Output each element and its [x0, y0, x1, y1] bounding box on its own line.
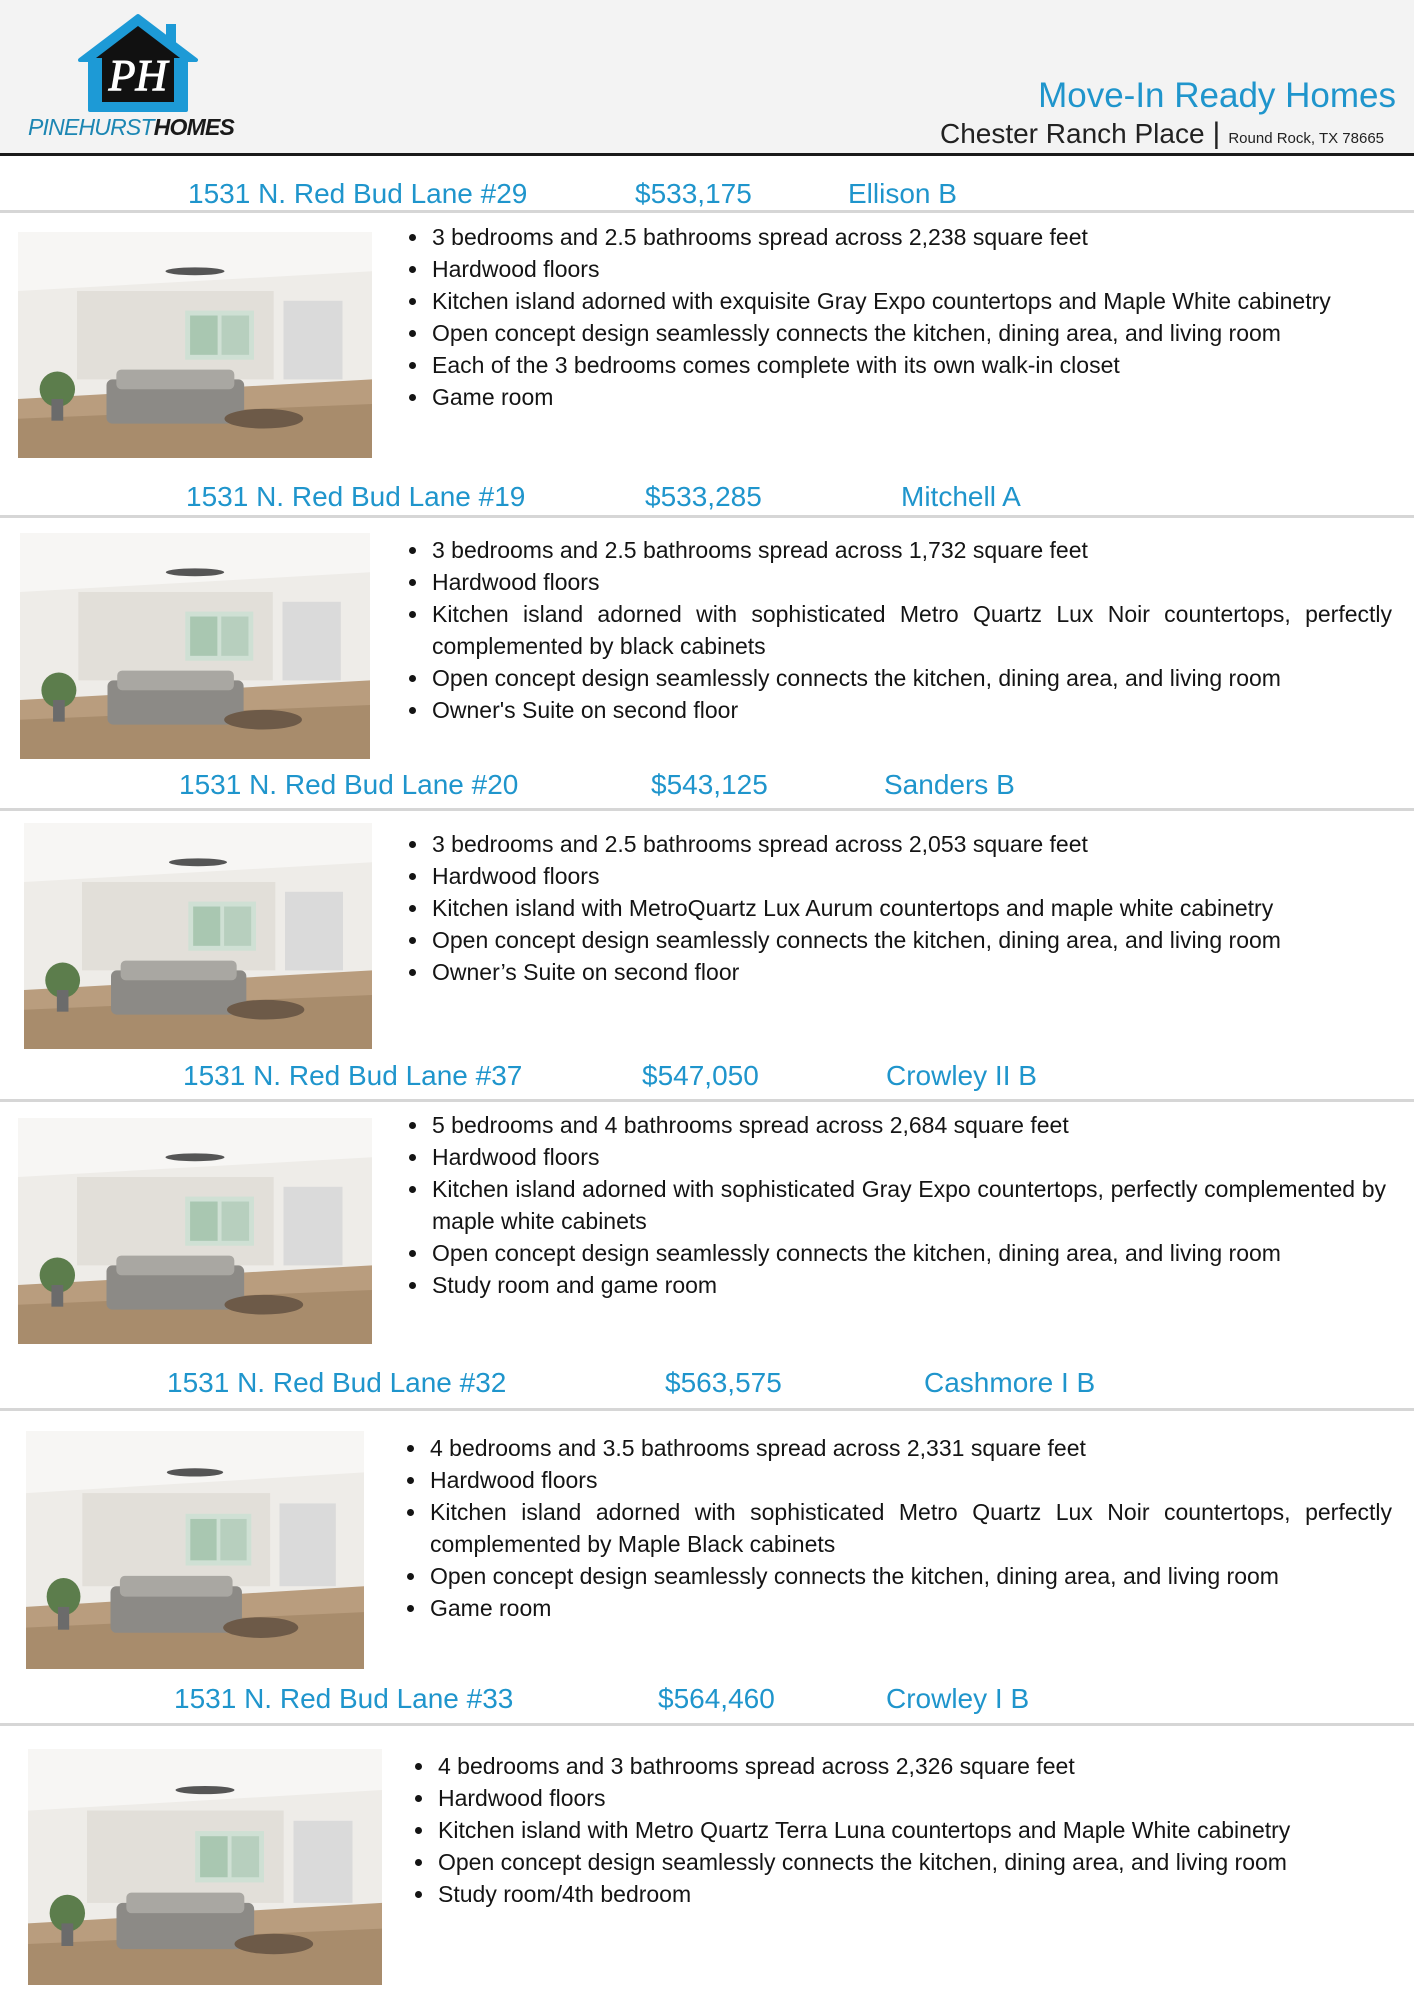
listing-price: $533,175 [635, 178, 752, 209]
feature-item: • 4 bedrooms and 3.5 bathrooms spread across 2,331 square feet [428, 1432, 1392, 1464]
feature-list [406, 1750, 1380, 1910]
svg-text:PH: PH [108, 51, 168, 100]
listing-header [0, 1683, 1414, 1723]
feature-list [400, 828, 1386, 988]
feature-item: • Study room and game room [430, 1269, 1386, 1301]
feature-item: • 3 bedrooms and 2.5 bathrooms spread across 2,238 square feet [430, 221, 1392, 253]
listing-address: 1531 N. Red Bud Lane #19 [186, 481, 526, 512]
listing-address: 1531 N. Red Bud Lane #20 [179, 769, 519, 800]
listing-plan: Mitchell A [901, 481, 1021, 512]
feature-item: • Kitchen island adorned with exquisite Gray Expo countertops and Maple White cabinetry [430, 285, 1392, 317]
listing-plan: Sanders B [884, 769, 1015, 800]
feature-item: • Study room/4th bedroom [436, 1878, 1380, 1910]
feature-item: • Open concept design seamlessly connects the kitchen, dining area, and living room [430, 924, 1386, 956]
feature-item: • Kitchen island adorned with sophisticated Metro Quartz Lux Noir countertops, perfectly complemented by Maple Black cabinets [428, 1496, 1392, 1560]
listing-price: $543,125 [651, 769, 768, 800]
feature-item: • Kitchen island adorned with sophisticated Gray Expo countertops, perfectly complemented by maple white cabinets [430, 1173, 1386, 1237]
feature-item: • Open concept design seamlessly connects the kitchen, dining area, and living room [428, 1560, 1392, 1592]
living-room-photo [18, 1118, 372, 1344]
feature-item: • Open concept design seamlessly connects the kitchen, dining area, and living room [436, 1846, 1380, 1878]
feature-list [400, 534, 1392, 726]
listing-plan: Cashmore I B [924, 1367, 1096, 1398]
feature-item: • Kitchen island adorned with sophisticated Metro Quartz Lux Noir countertops, perfectly complemented by black cabinets [430, 598, 1392, 662]
feature-item: • Hardwood floors [430, 253, 1392, 285]
section-divider [0, 1723, 1414, 1726]
page-header [0, 0, 1414, 156]
living-room-photo [26, 1431, 364, 1669]
feature-item: • Each of the 3 bedrooms comes complete with its own walk-in closet [430, 349, 1392, 381]
listing-address: 1531 N. Red Bud Lane #32 [167, 1367, 507, 1398]
feature-item: • Hardwood floors [430, 860, 1386, 892]
feature-item: • Open concept design seamlessly connects the kitchen, dining area, and living room [430, 662, 1392, 694]
section-divider [0, 1099, 1414, 1102]
listing-price: $533,285 [645, 481, 762, 512]
feature-item: • Owner's Suite on second floor [430, 694, 1392, 726]
feature-item: • Game room [428, 1592, 1392, 1624]
listing-price: $564,460 [658, 1683, 775, 1714]
living-room-photo [18, 232, 372, 458]
feature-item: • 3 bedrooms and 2.5 bathrooms spread across 1,732 square feet [430, 534, 1392, 566]
listing-price: $547,050 [642, 1060, 759, 1091]
community-city: Round Rock, TX 78665 [1228, 130, 1384, 147]
feature-item: • Owner’s Suite on second floor [430, 956, 1386, 988]
listing-plan: Ellison B [848, 178, 957, 209]
listing-header [0, 1367, 1414, 1407]
section-divider [0, 515, 1414, 518]
feature-item: • 3 bedrooms and 2.5 bathrooms spread across 2,053 square feet [430, 828, 1386, 860]
section-divider [0, 808, 1414, 811]
feature-item: • Kitchen island with MetroQuartz Lux Aurum countertops and maple white cabinetry [430, 892, 1386, 924]
page-title: Move-In Ready Homes [1038, 76, 1396, 115]
logo-wordmark: PINEHURSTHOMES [28, 114, 235, 140]
feature-list [398, 1432, 1392, 1624]
listing-plan: Crowley II B [886, 1060, 1037, 1091]
listing-plan: Crowley I B [886, 1683, 1030, 1714]
listing-address: 1531 N. Red Bud Lane #33 [174, 1683, 514, 1714]
feature-item: • Kitchen island with Metro Quartz Terra Luna countertops and Maple White cabinetry [436, 1814, 1380, 1846]
feature-item: • Open concept design seamlessly connects the kitchen, dining area, and living room [430, 1237, 1386, 1269]
feature-item: • Hardwood floors [430, 1141, 1386, 1173]
listing-address: 1531 N. Red Bud Lane #29 [188, 178, 528, 209]
feature-item: • Game room [430, 381, 1392, 413]
living-room-photo [20, 533, 370, 759]
feature-list [400, 1109, 1386, 1301]
feature-item: • Hardwood floors [430, 566, 1392, 598]
listing-price: $563,575 [665, 1367, 782, 1398]
listing-header [0, 769, 1414, 809]
divider-bar: | [1212, 117, 1221, 150]
community-name: Chester Ranch Place [939, 118, 1205, 149]
feature-item: • Hardwood floors [428, 1464, 1392, 1496]
feature-item: • 5 bedrooms and 4 bathrooms spread across 2,684 square feet [430, 1109, 1386, 1141]
feature-item: • Hardwood floors [436, 1782, 1380, 1814]
house-logo-icon [28, 10, 248, 120]
pinehurst-logo [28, 10, 248, 145]
community-line [940, 118, 1384, 150]
section-divider [0, 1408, 1414, 1411]
feature-list [400, 221, 1392, 413]
dining-room-photo [28, 1749, 382, 1985]
feature-item: • Open concept design seamlessly connects the kitchen, dining area, and living room [430, 317, 1392, 349]
section-divider [0, 210, 1414, 213]
listing-header [0, 1060, 1414, 1100]
living-room-photo [24, 823, 372, 1049]
listing-address: 1531 N. Red Bud Lane #37 [183, 1060, 523, 1091]
feature-item: • 4 bedrooms and 3 bathrooms spread across 2,326 square feet [436, 1750, 1380, 1782]
